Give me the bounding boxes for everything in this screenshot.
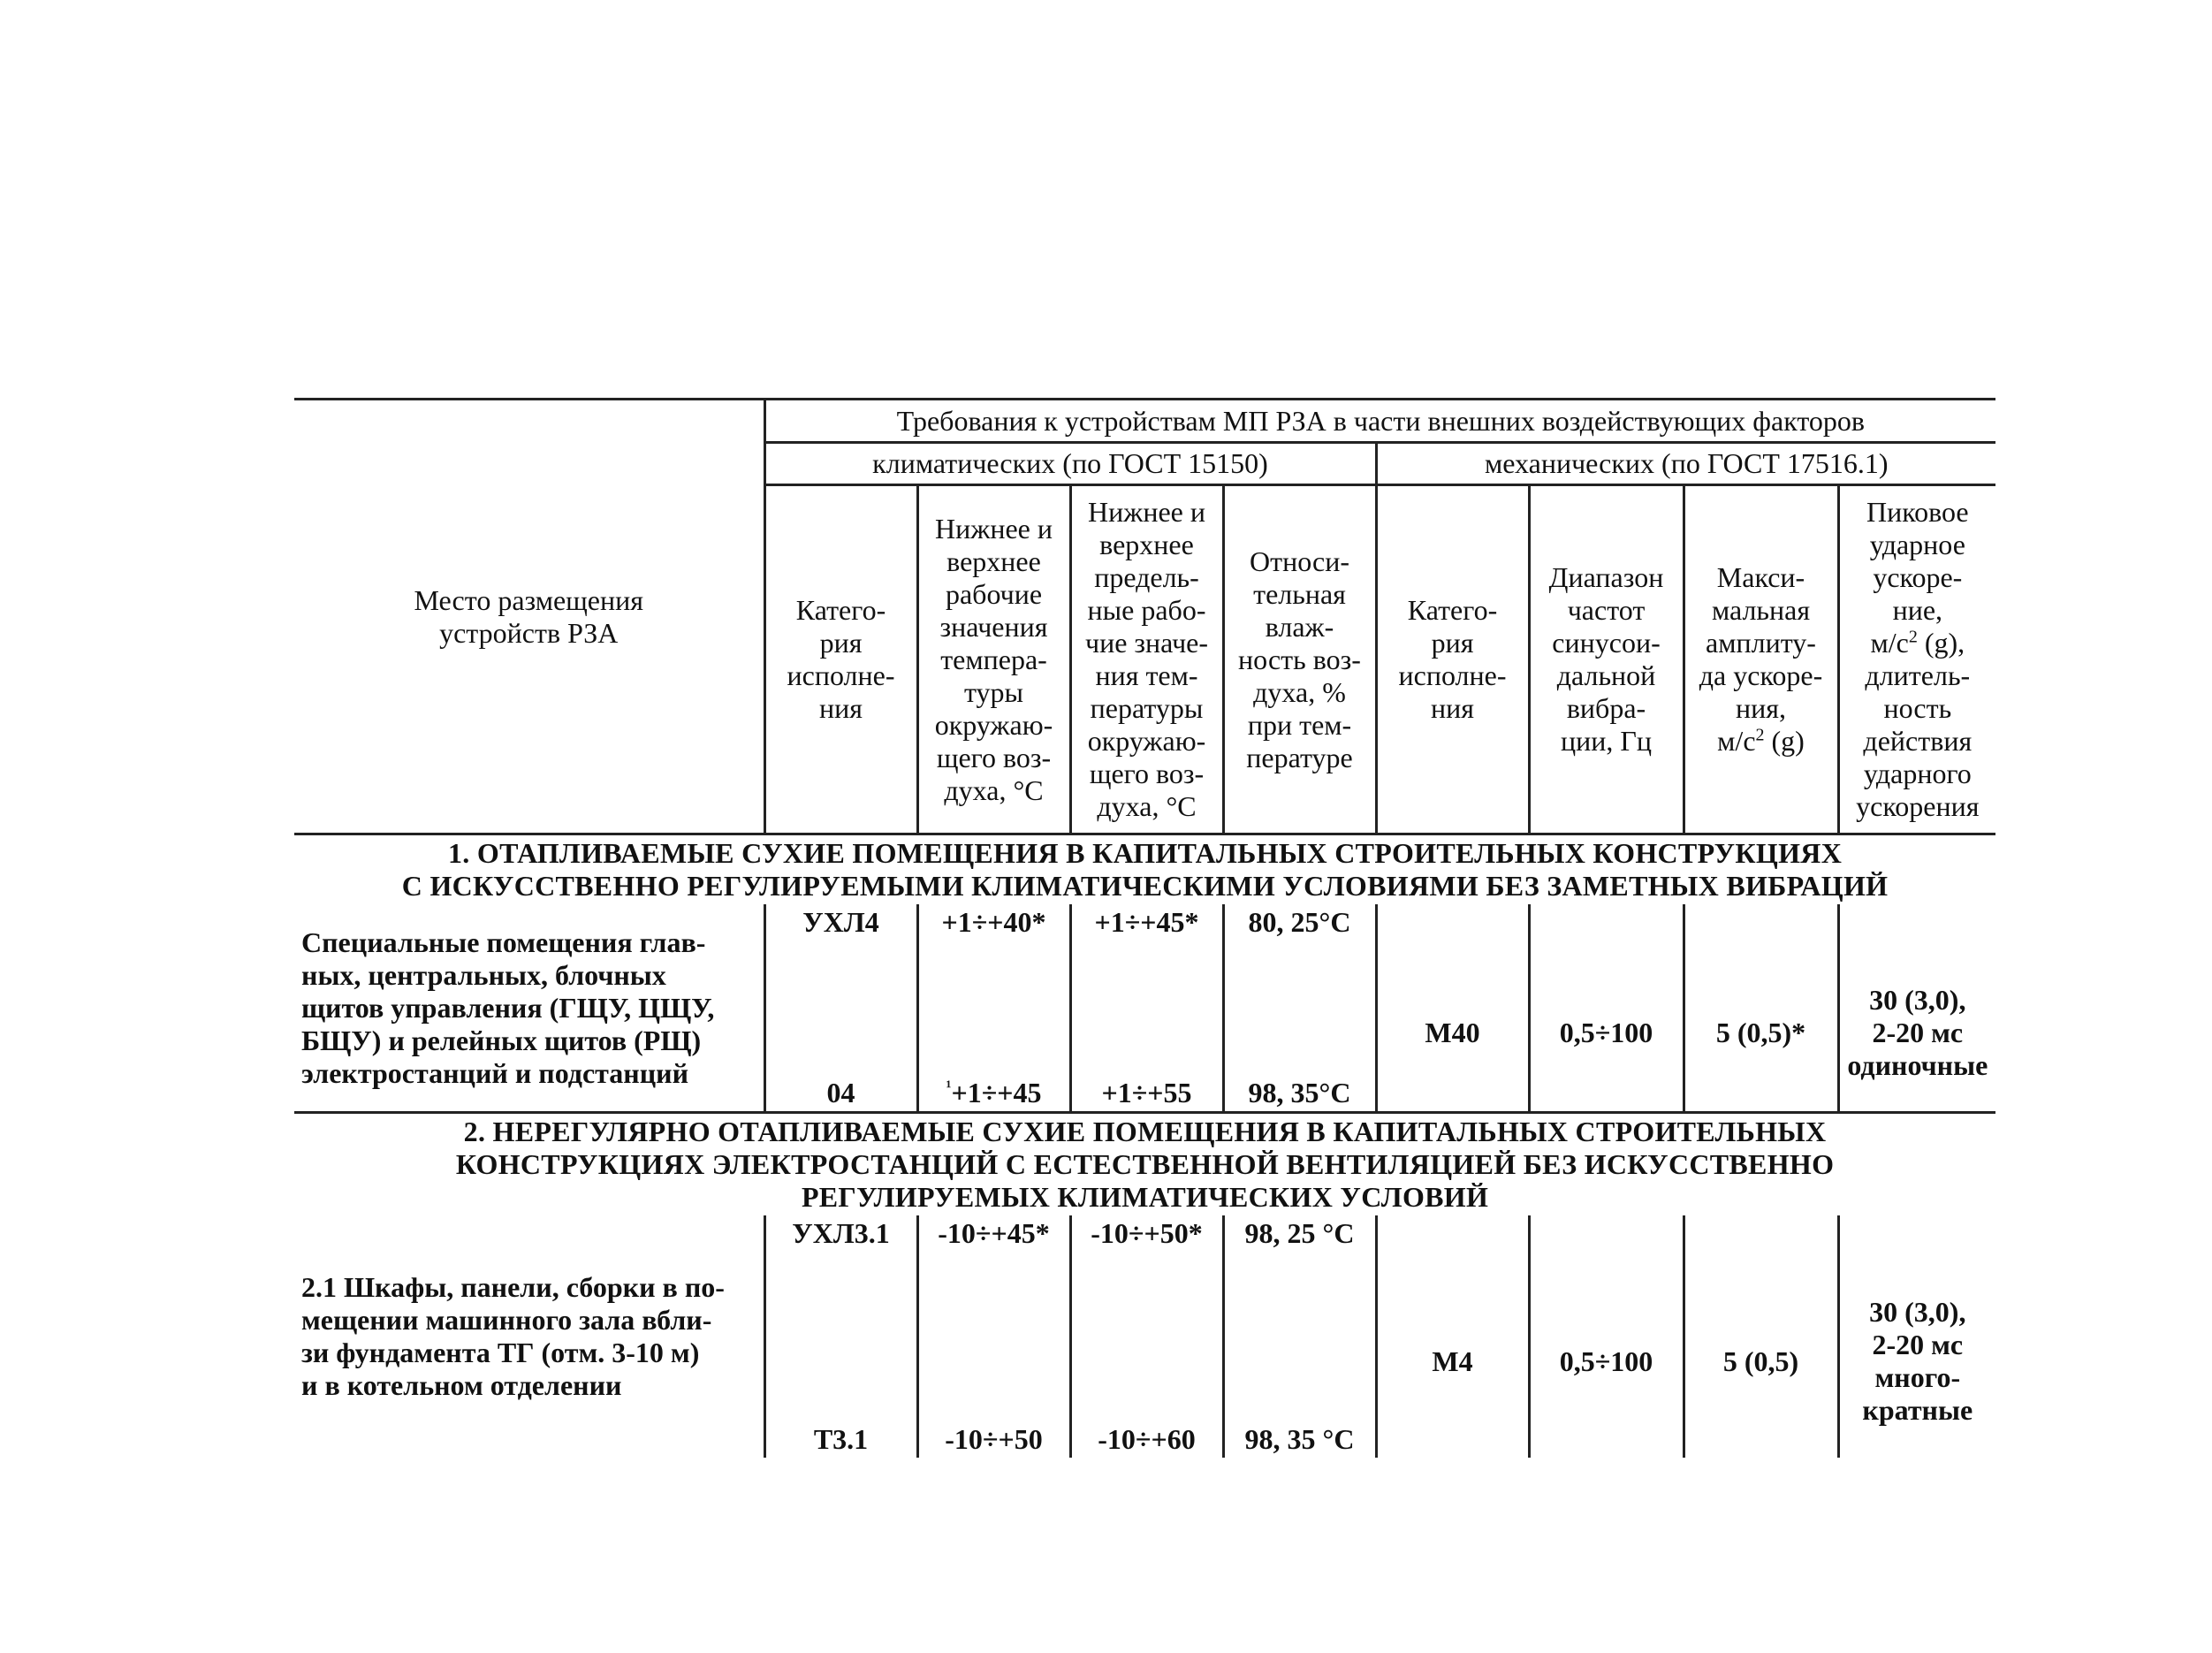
section-2-limit-temp [1070, 1215, 1223, 1458]
section-1-place [294, 904, 764, 1113]
document-page [294, 398, 1995, 1458]
place-line: 2.1 Шкафы, панели, сборки в по- [301, 1271, 725, 1303]
value-bottom: 98, 35°С [1248, 1077, 1351, 1108]
cell-stack [923, 1217, 1066, 1456]
hdr-text [1689, 725, 1834, 758]
value-top: -10÷+50* [1091, 1217, 1203, 1249]
value-bottom: +1÷+55 [1101, 1077, 1192, 1108]
hdr-text: верхнее [1099, 529, 1194, 560]
hdr-text: рия [1431, 627, 1474, 659]
hdr-text: дальной [1556, 659, 1656, 691]
hdr-text: чие значе- [1084, 627, 1209, 659]
header-mechanical: механических (по ГОСТ 17516.1) [1376, 443, 1995, 485]
value-top: УХЛ4 [802, 906, 879, 938]
hdr-text: исполне- [1398, 659, 1507, 691]
hdr-text: окружаю- [934, 708, 1053, 741]
hdr-text: ции, Гц [1561, 725, 1652, 757]
section-2-title [294, 1113, 1995, 1216]
value-top: -10÷+45* [938, 1217, 1050, 1249]
hdr-text: щего воз- [1089, 758, 1205, 789]
section-1-humidity [1223, 904, 1376, 1113]
hdr-text: Нижнее и [935, 512, 1053, 545]
unit-text: (g), [1917, 627, 1965, 659]
hdr-text: ния [819, 692, 863, 724]
hdr-text: пературе [1246, 741, 1353, 773]
value-text: кратные [1862, 1394, 1973, 1426]
value-text: 5 (0,5)* [1715, 1016, 1806, 1048]
value-bottom [923, 1077, 1066, 1109]
hdr-text: Катего- [1407, 594, 1498, 626]
section-2-frequency [1529, 1215, 1684, 1458]
hdr-text: окружаю- [1087, 725, 1206, 757]
section-1-amplitude [1684, 904, 1838, 1113]
hdr-text: рия [819, 627, 863, 659]
value-bottom: Т3.1 [813, 1423, 869, 1455]
cell-stack [1228, 906, 1372, 1109]
place-line: и в котельном отделении [301, 1369, 622, 1401]
hdr-text: Макси- [1716, 561, 1805, 593]
place-line: щитов управления (ГЩУ, ЦЩУ, [301, 991, 715, 1024]
value-bottom: 98, 35 °С [1244, 1423, 1355, 1455]
hdr-text: пературы [1090, 692, 1204, 724]
value-top: +1÷+40* [941, 906, 1046, 938]
superscript: 2 [1908, 627, 1918, 647]
hdr-text: синусои- [1552, 627, 1661, 659]
hdr-text: Катего- [795, 594, 886, 626]
value-top: 80, 25°С [1248, 906, 1351, 938]
header-limit-temp [1070, 485, 1223, 834]
hdr-text: предель- [1094, 561, 1199, 593]
hdr-text: ные рабо- [1087, 594, 1206, 626]
superscript: 2 [1755, 725, 1765, 745]
hdr-text: ударного [1863, 758, 1972, 789]
value-bottom: -10÷+60 [1098, 1423, 1196, 1455]
requirements-table [294, 398, 1995, 1458]
hdr-text: духа, % [1253, 675, 1346, 708]
place-line: зи фундамента ТГ (отм. 3-10 м) [301, 1337, 700, 1368]
unit-text: м/с [1717, 725, 1756, 757]
place-line: Специальные помещения глав- [301, 926, 706, 958]
value-text: 0,5÷100 [1559, 1344, 1653, 1377]
hdr-text: ударное [1869, 529, 1965, 560]
section-1-title [294, 834, 1995, 905]
footnote-mark: ¹ [946, 1077, 952, 1097]
value-text: М40 [1425, 1016, 1480, 1048]
cell-stack [770, 906, 913, 1109]
hdr-text: Пиковое [1866, 496, 1969, 528]
hdr-text: духа, °С [1097, 790, 1197, 822]
hdr-text: действия [1863, 725, 1973, 757]
section-1-limit-temp [1070, 904, 1223, 1113]
header-place [294, 400, 764, 834]
hdr-text: мальная [1711, 594, 1811, 626]
cell-stack [770, 1217, 913, 1456]
header-place-line-1: Место размещения [414, 583, 643, 616]
header-working-temp [917, 485, 1070, 834]
cell-stack [923, 906, 1066, 1109]
section-title-line: 2. НЕРЕГУЛЯРНО ОТАПЛИВАЕМЫЕ СУХИЕ ПОМЕЩЕНИЯ В КАПИТАЛЬНЫХ СТРОИТЕЛЬНЫХ [463, 1116, 1827, 1147]
header-amplitude [1684, 485, 1838, 834]
hdr-text: при тем- [1247, 708, 1352, 741]
hdr-text: ния, [1736, 692, 1786, 724]
header-frequency [1529, 485, 1684, 834]
header-place-line-2: устройств РЗА [439, 616, 619, 649]
hdr-text: рабочие [945, 577, 1043, 610]
header-humidity [1223, 485, 1376, 834]
hdr-text: Относи- [1250, 545, 1349, 577]
section-2-humidity [1223, 1215, 1376, 1458]
value-text: 30 (3,0), [1869, 983, 1966, 1016]
hdr-text: тельная [1253, 577, 1346, 610]
hdr-text: ние, [1892, 594, 1943, 626]
section-2-clim-category [764, 1215, 917, 1458]
section-1-frequency [1529, 904, 1684, 1113]
hdr-text: щего воз- [936, 741, 1052, 773]
section-2-place [294, 1215, 764, 1458]
hdr-text: ускоре- [1873, 561, 1963, 593]
section-2-mech-category [1376, 1215, 1529, 1458]
cell-stack [1228, 1217, 1372, 1456]
hdr-text: частот [1567, 594, 1646, 626]
hdr-text: ния [1431, 692, 1474, 724]
section-1-mech-category [1376, 904, 1529, 1113]
hdr-text: туры [963, 675, 1024, 708]
value-text: 30 (3,0), [1869, 1296, 1966, 1328]
cell-stack [1076, 906, 1219, 1109]
section-1-working-temp [917, 904, 1070, 1113]
value-text: 2-20 мс [1872, 1329, 1964, 1360]
unit-text: м/с [1870, 627, 1909, 659]
value-text: одиночные [1847, 1048, 1988, 1081]
value-text: много- [1874, 1361, 1961, 1393]
place-line: ных, центральных, блочных [301, 958, 666, 991]
value-top: УХЛ3.1 [792, 1217, 890, 1249]
section-2-amplitude [1684, 1215, 1838, 1458]
hdr-text: Диапазон [1548, 561, 1664, 593]
hdr-text: ность воз- [1238, 643, 1361, 675]
hdr-text: темпера- [940, 643, 1047, 675]
section-2-shock [1838, 1215, 1995, 1458]
hdr-text: исполне- [787, 659, 895, 691]
value-text: 2-20 мс [1872, 1016, 1964, 1048]
hdr-text: Нижнее и [1088, 496, 1205, 528]
hdr-text: ность [1883, 692, 1952, 724]
header-shock [1838, 485, 1995, 834]
hdr-text: значения [939, 610, 1048, 643]
section-title-line: 1. ОТАПЛИВАЕМЫЕ СУХИЕ ПОМЕЩЕНИЯ В КАПИТАЛЬНЫХ СТРОИТЕЛЬНЫХ КОНСТРУКЦИЯХ [447, 837, 1843, 869]
value-text: 5 (0,5) [1722, 1344, 1799, 1377]
hdr-text [1843, 627, 1993, 659]
place-line: электростанций и подстанций [301, 1056, 689, 1089]
header-climatic: климатических (по ГОСТ 15150) [764, 443, 1376, 485]
section-1-clim-category [764, 904, 917, 1113]
header-requirements: Требования к устройствам МП РЗА в части внешних воздействующих факторов [764, 400, 1995, 443]
section-title-line: РЕГУЛИРУЕМЫХ КЛИМАТИЧЕСКИХ УСЛОВИЙ [801, 1181, 1489, 1213]
header-clim-category [764, 485, 917, 834]
value-text: +1÷+45 [951, 1077, 1042, 1108]
hdr-text: вибра- [1566, 692, 1646, 724]
header-mech-category [1376, 485, 1529, 834]
hdr-text: верхнее [946, 545, 1041, 577]
value-top: 98, 25 °С [1244, 1217, 1355, 1249]
hdr-text: длитель- [1865, 659, 1971, 691]
section-title-line: С ИСКУССТВЕННО РЕГУЛИРУЕМЫМИ КЛИМАТИЧЕСКИМИ УСЛОВИЯМИ БЕЗ ЗАМЕТНЫХ ВИБРАЦИЙ [401, 870, 1889, 902]
section-2-working-temp [917, 1215, 1070, 1458]
value-bottom: -10÷+50 [945, 1423, 1043, 1455]
place-line: БЩУ) и релейных щитов (РЩ) [301, 1024, 702, 1056]
hdr-text: амплиту- [1706, 627, 1816, 659]
section-title-line: КОНСТРУКЦИЯХ ЭЛЕКТРОСТАНЦИЙ С ЕСТЕСТВЕННОЙ ВЕНТИЛЯЦИЕЙ БЕЗ ИСКУССТВЕННО [455, 1148, 1835, 1180]
hdr-text: да ускоре- [1699, 659, 1823, 691]
unit-text: (g) [1764, 725, 1805, 757]
cell-stack [1076, 1217, 1219, 1456]
hdr-text: влаж- [1265, 610, 1334, 643]
hdr-text: духа, °С [944, 773, 1044, 806]
value-text: 0,5÷100 [1559, 1016, 1653, 1048]
hdr-text: ния тем- [1095, 659, 1198, 691]
value-top: +1÷+45* [1094, 906, 1199, 938]
section-1-shock [1838, 904, 1995, 1113]
hdr-text: ускорения [1856, 790, 1980, 822]
value-text: М4 [1432, 1344, 1473, 1377]
value-bottom: 04 [826, 1077, 855, 1108]
place-line: мещении машинного зала вбли- [301, 1304, 712, 1336]
